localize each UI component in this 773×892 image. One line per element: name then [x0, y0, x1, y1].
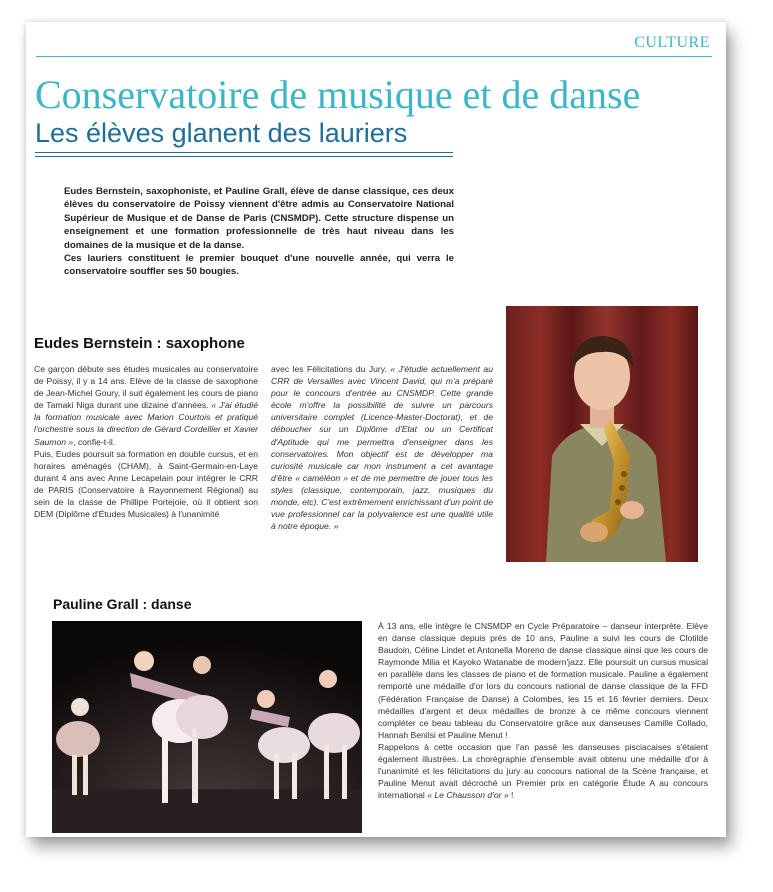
- quote-span: « J'ai étudié la formation musicale avec Marion Courtois et pratiqué l'orchestre sous la direction de Gérard Cordellier et Xavier Saumon »: [34, 400, 258, 447]
- magazine-page: [26, 22, 726, 837]
- pauline-heading: Pauline Grall : danse: [53, 596, 192, 612]
- pauline-paragraph-2: [378, 741, 708, 801]
- dancers-photo: [52, 621, 362, 833]
- article-subtitle: Les élèves glanent des lauriers: [35, 118, 408, 148]
- text-span: Rappelons à cette occasion que l'an passé les danseuses pisciacaises s'étaient également illustrées. La chorégraphie d'ensemble avait obtenu une médaille d'or à l'unanimité et les félicitations du jury au concours national de la Scène française, et Pauline Menut avait décroché un Premier prix en catégorie Étude A au concours international: [378, 741, 708, 801]
- text-span: , confie-t-il.: [73, 436, 116, 447]
- quote-span: « J'étudie actuellement au CRR de Versailles avec Vincent David, qui m'a préparé pour le concours d'entrée au CNSMDP. Cette grande école m'offre la possibilité de suivre un parcours universitaire complet (Licence-Master-Doctorat), et de déboucher sur un Diplôme d'Etat ou un Certificat d'Aptitude qui me permettra d'enseigner dans les conservatoires. Mon objectif est de développer ma curiosité musicale car mon instrument a cet avantage d'être « caméléon » et de me permettre de jouer tous les styles (classique, contemporain, jazz, musiques du monde, etc). C'est extrêmement enrichissant d'un point de vue professionnel car la polyvalence est une qualité utile à notre époque. »: [271, 364, 493, 532]
- section-label: CULTURE: [634, 34, 710, 51]
- article-intro: [64, 185, 454, 279]
- subtitle-double-rule: [35, 152, 453, 157]
- text-span: Ce garçon débute ses études musicales au conservatoire de Poissy, il y a 14 ans. Elève de la classe de saxophone de Jean-Michel Goury, il suit également les cours de piano de Tamaki Niga durant une dizaine d'années.: [34, 364, 258, 411]
- pauline-column: [378, 620, 708, 801]
- eudes-column-1: [34, 363, 258, 520]
- pauline-paragraph-1: À 13 ans, elle intègre le CNSMDP en Cycle Préparatoire – danseur interprète. Elève en danse classique depuis près de 10 ans, Pauline a suivi les cours de Clotilde Baudoin, Céline Lindet et Antonella Moreno de danse classique ainsi que les cours de Raymonde Milia et Kayoko Watanabe de modern'jazz. Elle poursuit un cursus musical en parallèle dans les classes de piano et de formation musicale. Pauline a également remporté une médaille d'or lors du concours national de danse classique de la FFD (Fédération Française de Danse) à Colombes, les 15 et 16 février derniers. Deux médailles d'argent et deux médailles de bronze à ce même concours viennent compléter ce beau tableau du Conservatoire grâce aux danseuses Camille Collado, Hannah Benilsi et Pauline Menut !: [378, 621, 708, 740]
- eudes-heading: Eudes Bernstein : saxophone: [34, 335, 245, 352]
- quote-span: « Le Chausson d'or »: [427, 790, 509, 801]
- eudes-paragraph-1: [34, 363, 258, 448]
- eudes-paragraph-3: [271, 363, 493, 532]
- eudes-column-2: [271, 363, 493, 532]
- intro-paragraph: Eudes Bernstein, saxophoniste, et Pauline Grall, élève de danse classique, ces deux élèves du conservatoire de Poissy viennent d'être admis au Conservatoire National Supérieur de Musique et de Danse de Paris (CNSMDP). Cette structure dispense un enseignement et une formation professionnelle de très haut niveau dans les domaines de la musique et de la danse.: [64, 186, 454, 251]
- intro-paragraph: Ces lauriers constituent le premier bouquet d'une nouvelle année, qui verra le conservatoire souffler ses 50 bougies.: [64, 253, 454, 278]
- article-title: Conservatoire de musique et de danse: [35, 72, 641, 117]
- eudes-paragraph-2: Puis, Eudes poursuit sa formation en double cursus, et en horaires aménagés (CHAM), à Saint-Germain-en-Laye durant 4 ans avec Anne Lecapelain pour intégrer le CRR de PARIS (Conservatoire à Rayonnement Régional) au sein de la classe de Phillipe Portejoie, où il obtient son DEM (Diplôme d'Études Musicales) à l'unanimité: [34, 448, 258, 520]
- text-span: avec les Félicitations du Jury.: [271, 364, 391, 374]
- section-divider: [36, 56, 712, 57]
- text-span: !: [508, 790, 514, 801]
- saxophonist-photo: [506, 306, 698, 562]
